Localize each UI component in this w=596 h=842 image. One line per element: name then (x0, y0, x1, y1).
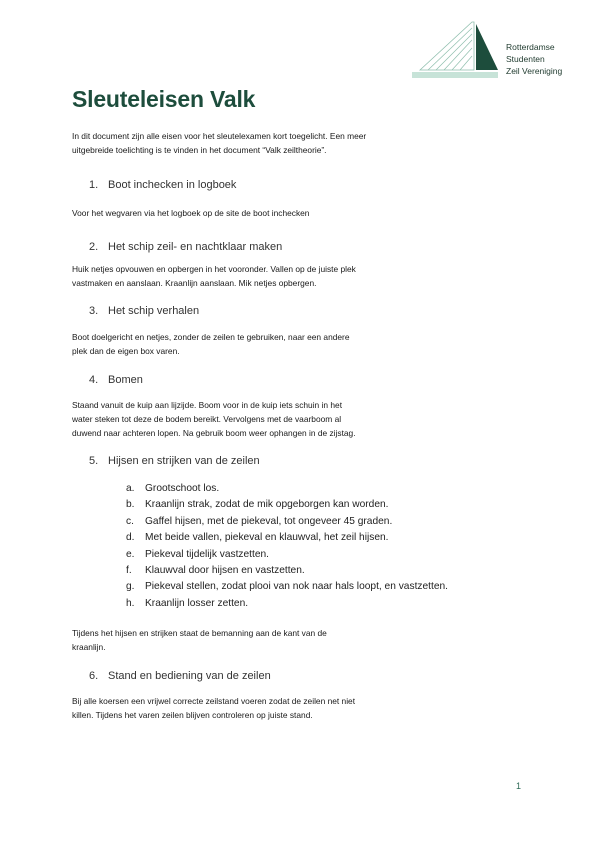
section-body (72, 262, 356, 290)
body-line: Huik netjes opvouwen en opbergen in het vooronder. Vallen op de juiste plek (72, 264, 356, 274)
logo-line: Studenten (506, 54, 545, 64)
section-title: Stand en bediening van de zeilen (108, 670, 271, 682)
section-number: 3. (89, 305, 99, 317)
body-line: killen. Tijdens het varen zeilen blijven controleren op juiste stand. (72, 710, 313, 720)
section-heading (89, 374, 143, 386)
list-item (126, 481, 448, 497)
body-line: Voor het wegvaren via het logboek op de site de boot inchecken (72, 208, 310, 218)
section-body (72, 206, 309, 220)
body-line: Boot doelgericht en netjes, zonder de zeilen te gebruiken, naar een andere (72, 332, 350, 342)
item-text: Piekeval stellen, zodat plooi van nok naar hals loopt, en vastzetten. (145, 581, 448, 593)
item-text: Kraanlijn losser zetten. (145, 597, 249, 609)
intro-line: uitgebreide toelichting is te vinden in het document “Valk zeiltheorie”. (72, 145, 327, 155)
item-text: Kraanlijn strak, zodat de mik opgeborgen kan worden. (145, 499, 389, 511)
section-title: Het schip zeil- en nachtklaar maken (108, 241, 283, 253)
section-number: 5. (89, 455, 99, 467)
document-title: Sleuteleisen Valk (72, 86, 256, 112)
item-letter: b. (126, 499, 135, 511)
list-item (126, 547, 448, 563)
item-letter: c. (126, 515, 134, 527)
item-letter: h. (126, 597, 135, 609)
intro-paragraph (72, 129, 366, 157)
item-letter: a. (126, 483, 135, 494)
section-heading (89, 670, 271, 682)
section-body (72, 398, 356, 440)
section-heading (89, 305, 199, 317)
item-text: Grootschoot los. (145, 483, 220, 494)
item-letter: e. (126, 548, 135, 560)
section-heading (89, 179, 236, 191)
logo-line: Rotterdamse (506, 42, 555, 52)
body-line: Bij alle koersen een vrijwel correcte zeilstand voeren zodat de zeilen net niet (72, 696, 356, 706)
item-text: Klauwval door hijsen en vastzetten. (145, 565, 305, 577)
intro-line: In dit document zijn alle eisen voor het sleutelexamen kort toegelicht. Een meer (72, 131, 367, 141)
section-body (72, 330, 350, 358)
list-item (126, 514, 448, 530)
item-letter: d. (126, 532, 135, 544)
section-heading (89, 455, 260, 467)
section-title: Bomen (108, 374, 143, 386)
body-line: plek dan de eigen box varen. (72, 346, 180, 356)
section-number: 2. (89, 241, 99, 253)
page-number: 1 (516, 781, 522, 791)
list-item (126, 596, 448, 612)
item-text: Piekeval tijdelijk vastzetten. (145, 548, 270, 560)
item-letter: f. (126, 565, 132, 577)
section-body (72, 626, 327, 654)
sail-logo-icon (410, 20, 502, 80)
section-title: Hijsen en strijken van de zeilen (108, 455, 260, 467)
list-item (126, 497, 448, 513)
sublist (126, 481, 448, 612)
section-body (72, 694, 355, 722)
item-text: Met beide vallen, piekeval en klauwval, het zeil hijsen. (145, 532, 389, 544)
list-item (126, 563, 448, 579)
section-number: 6. (89, 670, 99, 682)
section-title: Boot inchecken in logboek (108, 179, 237, 191)
section-heading (89, 241, 282, 253)
section-number: 1. (89, 179, 99, 191)
body-line: water steken tot deze de bodem bereikt. Vervolgens met de vaarboom al (72, 414, 342, 424)
logo-line: Zeil Vereniging (506, 66, 563, 76)
item-text: Gaffel hijsen, met de piekeval, tot ongeveer 45 graden. (145, 515, 393, 527)
body-line: Staand vanuit de kuip aan lijzijde. Boom voor in de kuip iets schuin in het (72, 400, 343, 410)
body-line: duwend naar achteren lopen. Na gebruik boom weer ophangen in de zijstag. (72, 428, 356, 438)
body-line: vastmaken en aanslaan. Kraanlijn aanslaan. Mik netjes opbergen. (72, 278, 317, 288)
logo (410, 20, 580, 80)
body-line: Tijdens het hijsen en strijken staat de bemanning aan de kant van de (72, 628, 327, 638)
body-line: kraanlijn. (72, 642, 106, 652)
list-item (126, 579, 448, 595)
section-title: Het schip verhalen (108, 305, 200, 317)
item-letter: g. (126, 581, 135, 593)
list-item (126, 530, 448, 546)
section-number: 4. (89, 374, 99, 386)
